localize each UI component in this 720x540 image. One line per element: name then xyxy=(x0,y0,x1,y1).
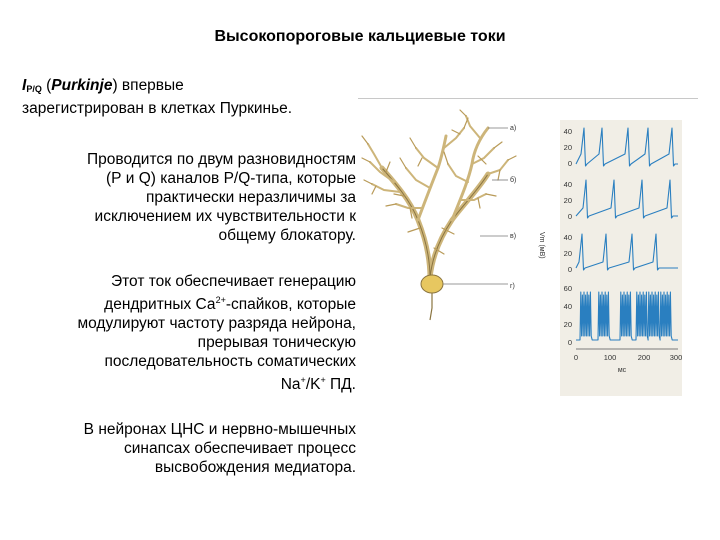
y-tick-label: 0 xyxy=(567,159,572,168)
current-subscript: P/Q xyxy=(26,84,42,94)
channels-line: общему блокатору. xyxy=(218,227,356,244)
cell-name: Purkinje xyxy=(51,77,113,94)
y-tick-label: 0 xyxy=(567,265,572,274)
y-tick-label: 20 xyxy=(563,320,572,329)
panel-label: в) xyxy=(510,233,517,240)
paragraph-synapses xyxy=(20,420,356,477)
x-tick-label: 300 xyxy=(669,353,683,362)
axon-line xyxy=(430,293,432,320)
channels-line: (Р и Q) каналов Р/Q-типа, которые xyxy=(105,170,356,187)
spikes-line: модулируют частоту разряда нейрона, xyxy=(77,315,356,332)
spikes-text: ПД. xyxy=(325,376,356,393)
paragraph-channels xyxy=(20,150,356,245)
y-tick-label: 40 xyxy=(563,302,572,311)
y-tick-label: 20 xyxy=(563,249,572,258)
current-symbol: I xyxy=(22,77,27,94)
spikes-line xyxy=(16,291,356,314)
spikes-line: прерывая тоническую xyxy=(197,334,356,351)
divider-line xyxy=(358,98,698,99)
k-charge: + xyxy=(320,375,326,385)
spikes-line: Этот ток обеспечивает генерацию xyxy=(110,273,356,290)
y-tick-label: 0 xyxy=(567,212,572,221)
paragraph-spikes xyxy=(16,272,356,394)
discovery-rest: ) впервые xyxy=(112,77,184,94)
x-tick-label: 100 xyxy=(603,353,617,362)
channels-line: Проводится по двум разновидностям xyxy=(87,151,356,168)
panel-label: г) xyxy=(510,283,515,290)
x-tick-label: 0 xyxy=(573,353,579,362)
panel-label: б) xyxy=(510,177,517,184)
spikes-line xyxy=(16,371,356,394)
channels-line: исключением их чувствительности к xyxy=(94,208,356,225)
k-symbol: /K xyxy=(305,376,321,393)
voltage-trace-d xyxy=(576,292,678,340)
trace-group xyxy=(576,128,678,340)
panel-label: а) xyxy=(510,125,517,132)
y-tick-label: 40 xyxy=(563,233,572,242)
x-tick-label: 200 xyxy=(637,353,651,362)
soma-icon xyxy=(421,275,443,293)
y-tick-label: 60 xyxy=(563,284,572,293)
paren-open: ( xyxy=(41,77,52,94)
spikes-line: последовательность соматических xyxy=(104,353,356,370)
x-axis-unit: мс xyxy=(617,367,627,374)
voltage-trace-b xyxy=(576,180,678,218)
synapses-line: высвобождения медиатора. xyxy=(154,459,356,476)
na-charge: + xyxy=(300,375,306,385)
y-tick-label: 20 xyxy=(563,196,572,205)
spikes-text: дендритных Са xyxy=(104,296,216,313)
y-axis-label: Vm (мВ) xyxy=(538,232,545,259)
discovery-line-2: зарегистрирован в клетках Пуркинье. xyxy=(22,100,293,117)
synapses-line: синапсах обеспечивает процесс xyxy=(124,440,356,457)
y-tick-label: 0 xyxy=(567,338,572,347)
synapses-line: В нейронах ЦНС и нервно-мышечных xyxy=(83,421,356,438)
y-tick-label: 40 xyxy=(563,127,572,136)
paragraph-discovery xyxy=(22,76,362,118)
na-symbol: Na xyxy=(280,376,301,393)
slide-title: Высокопороговые кальциевые токи xyxy=(214,28,506,45)
voltage-trace-a xyxy=(576,128,678,166)
ca-charge: 2+ xyxy=(215,295,226,305)
spikes-text: -спайков, которые xyxy=(225,296,356,313)
purkinje-figure xyxy=(360,108,690,398)
discovery-line-1 xyxy=(22,76,362,99)
channels-line: практически неразличимы за xyxy=(146,189,356,206)
purkinje-neuron-drawing xyxy=(362,110,516,278)
y-tick-label: 40 xyxy=(563,180,572,189)
voltage-trace-c xyxy=(576,234,678,270)
y-tick-label: 20 xyxy=(563,143,572,152)
